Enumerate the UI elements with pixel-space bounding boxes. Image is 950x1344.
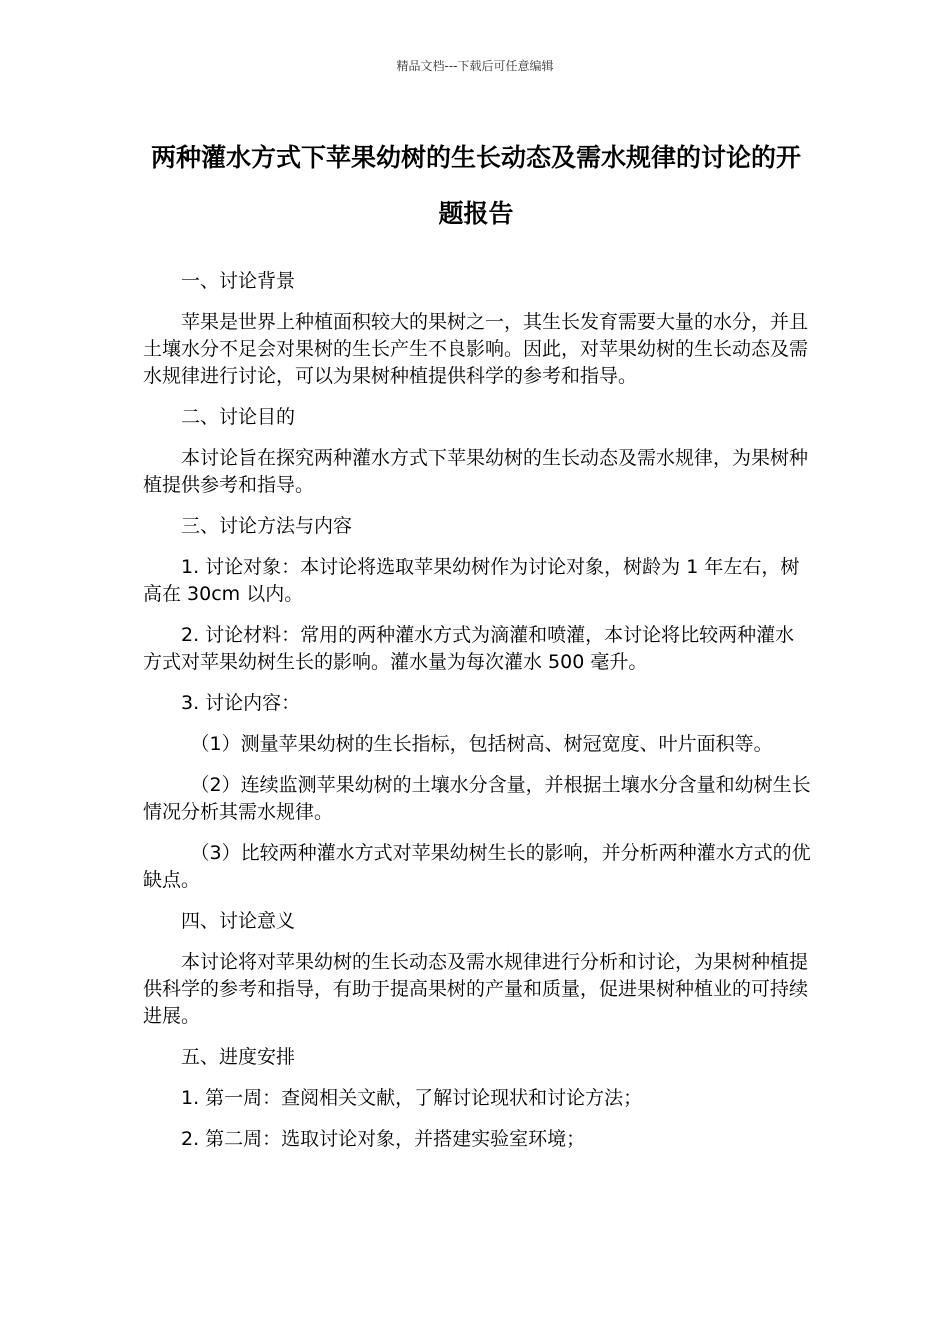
methods-subitem-3: （3）比较两种灌水方式对苹果幼树生长的影响，并分析两种灌水方式的优缺点。 (143, 842, 811, 891)
methods-item-content: 3. 讨论内容： (181, 692, 301, 714)
schedule-item-week1: 1. 第一周：查阅相关文献，了解讨论现状和讨论方法； (181, 1087, 643, 1109)
schedule-item-week2: 2. 第二周：选取讨论对象，并搭建实验室环境； (181, 1128, 586, 1150)
methods-subitem-2: （2）连续监测苹果幼树的土壤水分含量，并根据土壤水分含量和幼树生长情况分析其需水规律。 (143, 774, 811, 823)
section-heading-purpose: 二、讨论目的 (181, 406, 296, 428)
methods-item-subject: 1. 讨论对象：本讨论将选取苹果幼树作为讨论对象，树龄为 1 年左右，树高在 30cm 以内。 (143, 556, 800, 605)
significance-paragraph: 本讨论将对苹果幼树的生长动态及需水规律进行分析和讨论，为果树种植提供科学的参考和指导，有助于提高果树的产量和质量，促进果树种植业的可持续进展。 (143, 951, 809, 1027)
document-body (143, 268, 811, 1167)
methods-item-materials: 2. 讨论材料：常用的两种灌水方式为滴灌和喷灌，本讨论将比较两种灌水方式对苹果幼树生长的影响。灌水量为每次灌水 500 毫升。 (143, 624, 795, 673)
document-title: 两种灌水方式下苹果幼树的生长动态及需水规律的讨论的开题报告 (150, 143, 801, 228)
methods-subitem-1: （1）测量苹果幼树的生长指标，包括树高、树冠宽度、叶片面积等。 (190, 733, 773, 755)
purpose-paragraph: 本讨论旨在探究两种灌水方式下苹果幼树的生长动态及需水规律，为果树种植提供参考和指导。 (143, 447, 809, 496)
section-heading-background: 一、讨论背景 (181, 270, 296, 292)
section-heading-schedule: 五、进度安排 (181, 1046, 296, 1068)
section-heading-methods: 三、讨论方法与内容 (181, 515, 353, 537)
page-header-note: 精品文档---下载后可任意编辑 (396, 59, 554, 73)
background-paragraph: 苹果是世界上种植面积较大的果树之一，其生长发育需要大量的水分，并且土壤水分不足会对果树的生长产生不良影响。因此，对苹果幼树的生长动态及需水规律进行讨论，可以为果树种植提供科学的参考和指导。 (143, 311, 809, 387)
section-heading-significance: 四、讨论意义 (181, 910, 296, 932)
